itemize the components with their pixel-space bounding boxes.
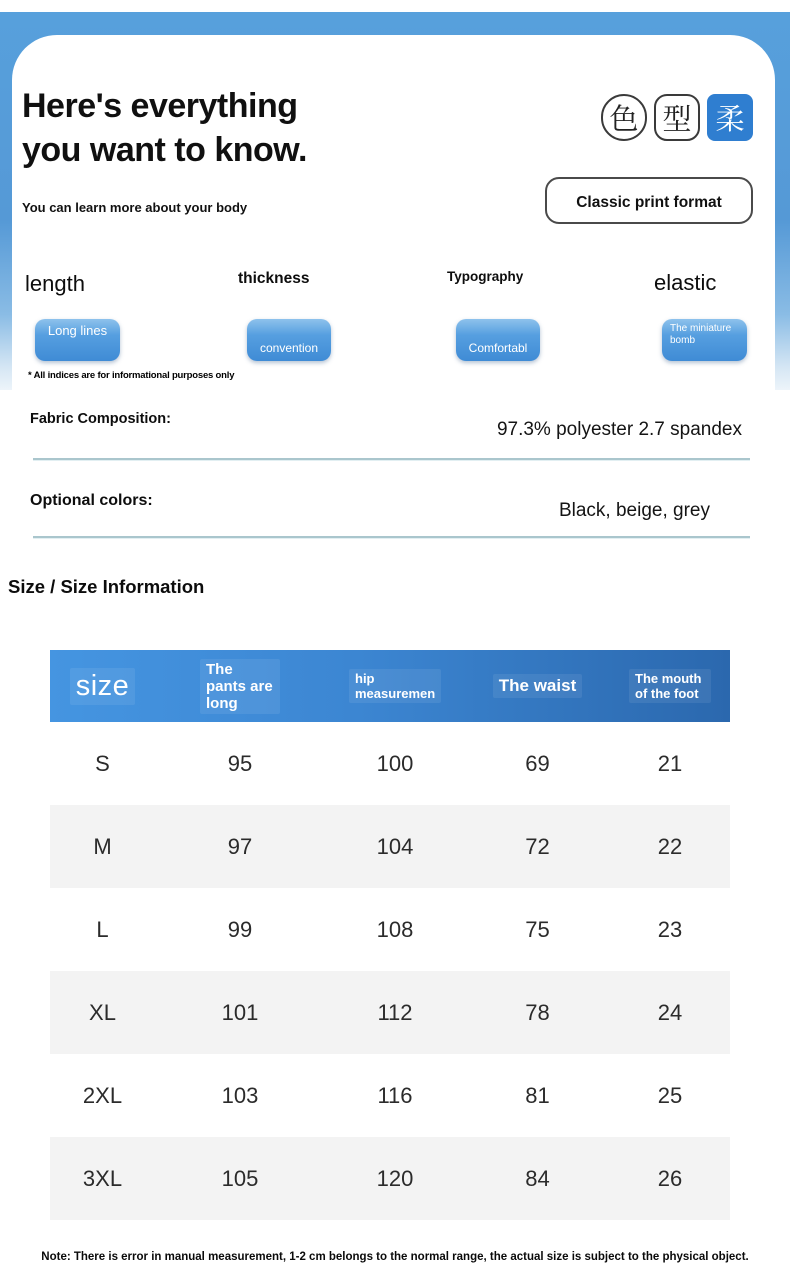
table-row-3xl (50, 1137, 730, 1220)
row-value: 69 (525, 750, 550, 776)
attribute-value-typography-button[interactable]: Comfortabl (456, 319, 540, 361)
header-hip-measurement (325, 669, 465, 703)
measurement-note: Note: There is error in manual measurement, 1-2 cm belongs to the normal range, the actual size is subject to the physical object. (41, 1251, 749, 1263)
row-value: 97 (227, 833, 253, 859)
size-section-title: Size / Size Information (8, 576, 205, 597)
size-table-header-row (50, 650, 730, 722)
header-pants-length-label: The pants are long (200, 659, 280, 714)
row-size: 2XL (82, 1082, 123, 1108)
indices-footnote: * All indices are for informational purposes only (28, 370, 235, 381)
row-value: 24 (657, 999, 683, 1025)
header-foot-mouth (610, 669, 730, 703)
fabric-composition-label: Fabric Composition: (30, 411, 171, 427)
row-value: 84 (525, 1165, 550, 1191)
table-row-xl (50, 971, 730, 1054)
row-value: 103 (221, 1082, 259, 1108)
row-value: 81 (525, 1082, 550, 1108)
row-value: 25 (657, 1082, 683, 1108)
row-size: 3XL (82, 1165, 123, 1191)
row-value: 72 (525, 833, 550, 859)
header-size-label: size (70, 668, 136, 705)
header-size (50, 668, 155, 705)
page-title-line2: you want to know. (22, 131, 307, 169)
row-value: 104 (376, 833, 414, 859)
optional-colors-label: Optional colors: (30, 492, 153, 509)
row-value: 108 (376, 916, 414, 942)
row-value: 120 (376, 1165, 414, 1191)
header-foot-mouth-label: The mouth of the foot (629, 669, 711, 703)
optional-colors-value: Black, beige, grey (558, 500, 710, 521)
row-size: M (93, 833, 112, 859)
fabric-composition-value: 97.3% polyester 2.7 spandex (496, 419, 742, 440)
row-value: 21 (657, 750, 683, 776)
classic-print-format-button[interactable]: Classic print format (545, 177, 753, 224)
row-value: 101 (221, 999, 259, 1025)
table-row-l (50, 888, 730, 971)
table-row-s (50, 722, 730, 805)
attribute-value-elastic-label: The miniature bomb (670, 323, 732, 346)
attribute-label-thickness: thickness (238, 270, 310, 287)
attribute-label-elastic: elastic (654, 270, 717, 295)
row-value: 75 (525, 916, 550, 942)
table-row-m (50, 805, 730, 888)
page-title-line1: Here's everything (22, 87, 298, 125)
soft-badge-icon: 柔 (707, 94, 753, 141)
attribute-value-thickness-button[interactable]: convention (247, 319, 331, 361)
header-waist (465, 674, 610, 698)
row-value: 112 (377, 999, 413, 1025)
divider-line (33, 536, 750, 538)
header-subtitle: You can learn more about your body (22, 200, 248, 215)
row-size: S (95, 750, 110, 776)
color-badge-icon: 色 (601, 94, 647, 141)
header-waist-label: The waist (493, 674, 582, 698)
row-size: L (96, 916, 109, 942)
row-value: 99 (227, 916, 253, 942)
row-value: 26 (657, 1165, 683, 1191)
page-title (22, 84, 542, 172)
attribute-label-length: length (25, 271, 85, 296)
attribute-value-length-button[interactable]: Long lines (35, 319, 120, 361)
table-row-2xl (50, 1054, 730, 1137)
attribute-label-typography: Typography (447, 269, 524, 284)
row-value: 116 (377, 1082, 413, 1108)
row-value: 95 (227, 750, 253, 776)
size-table (50, 650, 730, 1220)
attribute-value-elastic-button[interactable] (662, 319, 747, 361)
row-value: 105 (221, 1165, 259, 1191)
row-value: 78 (525, 999, 550, 1025)
feature-badges (601, 94, 753, 141)
divider-line (33, 458, 750, 460)
row-value: 23 (657, 916, 683, 942)
header-hip-measurement-label: hip measuremen (349, 669, 441, 703)
row-size: XL (89, 999, 116, 1025)
row-value: 22 (657, 833, 683, 859)
row-value: 100 (376, 750, 414, 776)
header-pants-length (155, 659, 325, 714)
shape-badge-icon: 型 (654, 94, 700, 141)
